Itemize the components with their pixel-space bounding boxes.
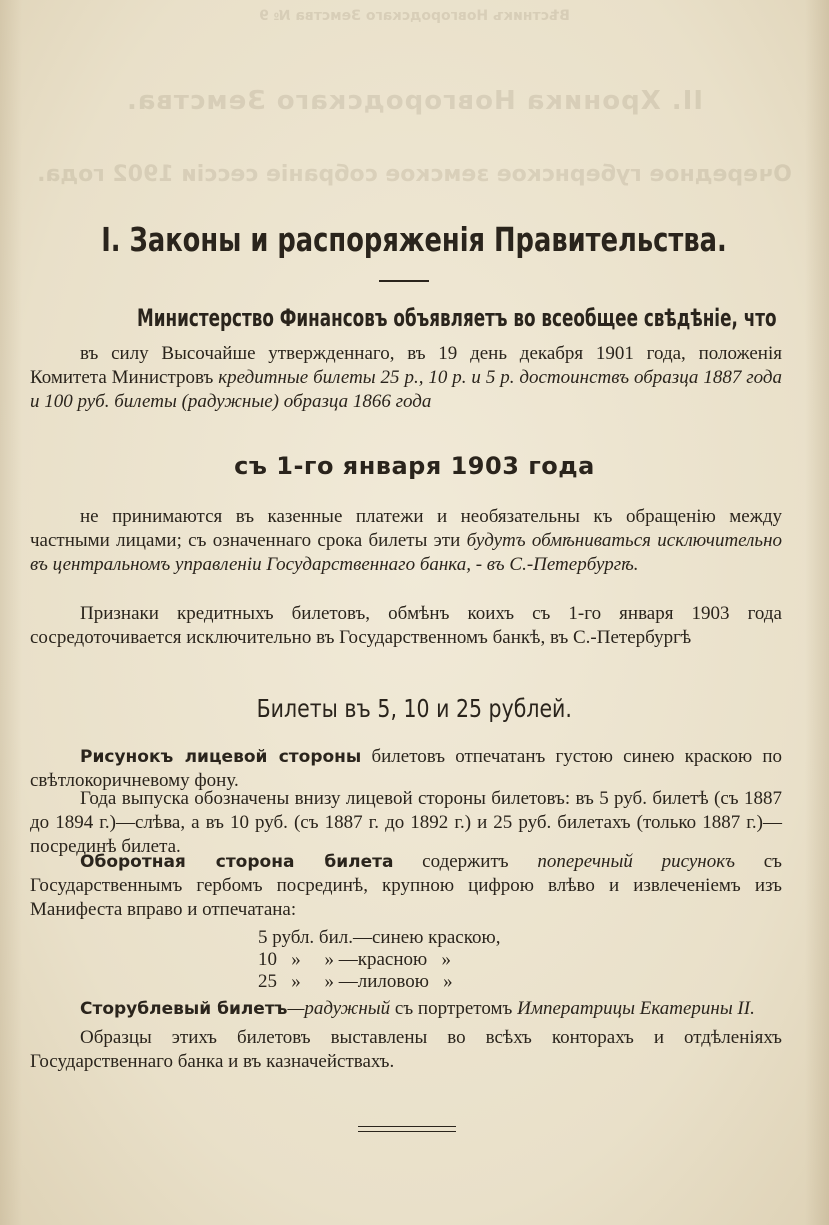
date-heading: съ 1-го января 1903 года xyxy=(234,452,595,480)
back-side-mid: содержитъ xyxy=(393,851,538,872)
front-side-text: билетовъ отпечатанъ густою синею краскою по свѣтлокоричневому фону. xyxy=(30,746,783,791)
decree-text: въ силу Высочайше утвержденнаго, въ 19 день декабря 1901 года, положенія Комитета Министровъ xyxy=(30,343,782,388)
section-title-block xyxy=(0,220,829,260)
exchange-text: не принимаются въ казенные платежи и необязательны къ обращенію между частными лицами; съ означеннаго срока билеты эти xyxy=(30,506,782,551)
back-side-paragraph xyxy=(30,850,782,922)
section-title: I. Законы и распоряженія Правительства. xyxy=(101,220,728,259)
front-side-paragraph xyxy=(30,745,782,793)
signs-paragraph xyxy=(30,602,782,650)
exchange-location-text: будутъ обмѣниваться исключительно въ центральномъ управленіи Государственнаго банка, - въ С.-Петербургѣ. xyxy=(30,530,782,575)
color-list-item: 10 » » —красною » xyxy=(258,949,451,970)
back-side-italic: поперечный рисунокъ xyxy=(537,851,735,872)
color-list-item: 25 » » —лиловою » xyxy=(258,971,453,992)
hundred-ruble-paragraph xyxy=(30,997,782,1021)
back-side-lead: Оборотная сторона билета xyxy=(80,852,394,872)
samples-text: Образцы этихъ билетовъ выставлены во всѣхъ конторахъ и отдѣленіяхъ Государственнаго банка и въ казначействахъ. xyxy=(30,1027,782,1072)
ministry-heading: Министерство Финансовъ объявляетъ во всеобщее свѣдѣніе, что xyxy=(137,304,777,332)
bleed-through-chronicle: II. Хроника Новгородскаго Земства. xyxy=(125,86,704,116)
hundred-ruble-mid: съ портретомъ xyxy=(390,998,518,1019)
decree-banknotes-text: кредитные билеты 25 р., 10 р. и 5 р. достоинствъ образца 1887 года и 100 руб. билеты (радужные) образца 1866 года xyxy=(30,367,783,412)
hundred-ruble-lead: Сторублевый билетъ xyxy=(80,999,288,1019)
years-paragraph xyxy=(30,787,782,859)
end-divider-bottom xyxy=(358,1131,456,1132)
color-list xyxy=(258,927,500,993)
back-side-text: съ Государственнымъ гербомъ посрединѣ, крупною цифрою влѣво и извлеченіемъ изъ Манифеста вправо и отпечатана: xyxy=(30,851,782,920)
exchange-paragraph xyxy=(30,505,782,577)
hundred-ruble-empress: Императрицы Екатерины II. xyxy=(517,998,755,1019)
color-list-item: 5 рубл. бил.—синею краскою, xyxy=(258,927,501,948)
decree-paragraph xyxy=(30,342,782,414)
end-divider-top xyxy=(358,1126,456,1127)
tickets-heading-block xyxy=(0,694,829,723)
signs-text: Признаки кредитныхъ билетовъ, обмѣнъ коихъ съ 1-го января 1903 года сосредоточивается исключительно въ Государственномъ банкѣ, въ С.-Петербургѣ xyxy=(30,603,782,648)
bleed-through-header: Вѣстникъ Новгородскаго Земства № 9 xyxy=(259,8,570,24)
tickets-heading: Билеты въ 5, 10 и 25 рублей. xyxy=(256,694,573,723)
samples-paragraph xyxy=(30,1026,782,1074)
ministry-heading-block xyxy=(0,304,829,333)
years-text: Года выпуска обозначены внизу лицевой стороны билетовъ: въ 5 руб. билетѣ (съ 1887 до 1894 г.)—слѣва, а въ 10 руб. (съ 1887 г. до 1892 г.) и 25 руб. билетахъ (только 1887 г.)—посрединѣ билета. xyxy=(30,788,782,857)
front-side-lead: Рисунокъ лицевой стороны xyxy=(80,747,362,767)
bleed-through-session: Очередное губернское земское собраніе сессіи 1902 года. xyxy=(37,162,792,187)
title-divider xyxy=(379,280,429,282)
hundred-ruble-rainbow: —радужный xyxy=(287,998,391,1019)
